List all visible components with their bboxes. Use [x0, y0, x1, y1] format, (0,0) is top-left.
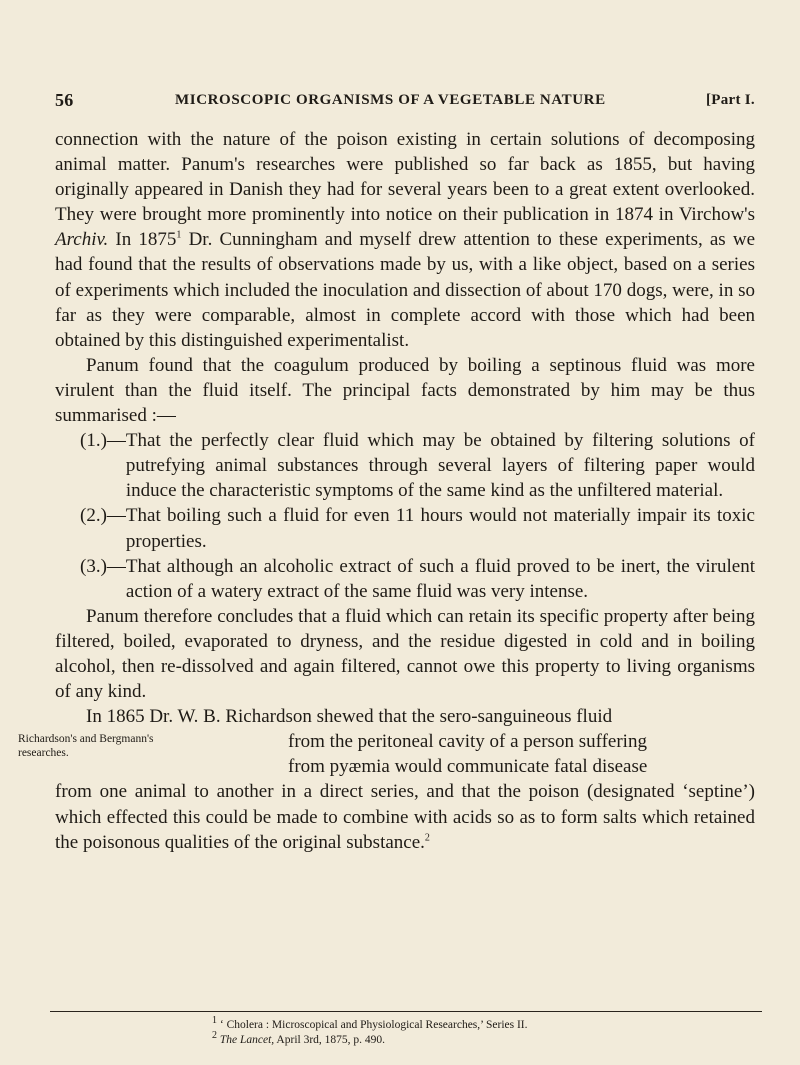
footnote-1-text: ‘ Cholera : Microscopical and Physiological Researches,’ Series II.: [219, 1019, 528, 1031]
footnote-1: [212, 1015, 752, 1033]
list-item: [80, 554, 755, 604]
paragraph-4-rest-text: from one animal to another in a direct series, and that the poison (designated ‘septine’) which effected this could be made to combine with acids so as to form salts which retained the poisonous qualities of the original substance.: [55, 781, 755, 853]
page-number: 56: [55, 90, 74, 110]
paragraph-1: [55, 127, 755, 353]
list-item-text: That the perfectly clear fluid which may be obtained by filtering solutions of putrefying animal substances through several layers of filtering paper would induce the characteristic symptoms of the same kind as the unfiltered material.: [125, 430, 755, 502]
list-item-text: That boiling such a fluid for even 11 hours would not materially impair its toxic properties.: [125, 505, 755, 552]
part-label: [Part I.: [705, 92, 755, 108]
margin-note: Richardson's and Bergmann's researches.: [18, 733, 154, 760]
paragraph-4-line-3: from pyæmia would communicate fatal disease: [288, 756, 648, 778]
running-head: MICROSCOPIC ORGANISMS OF A VEGETABLE NATURE: [175, 92, 606, 108]
footnote-ref-1: 1: [176, 230, 182, 242]
paragraph-1-text-c: Dr. Cunningham and myself drew attention to these experiments, as we had found that the results of observations made by us, with a like object, based on a series of experiments which included the inoculation and dissection of about 170 dogs, were, in so far as they were comparable, almost in complete accord with those which had been obtained by this distinguished experimentalist.: [55, 229, 756, 351]
list-item-text: That although an alcoholic extract of such a fluid proved to be inert, the virulent action of a watery extract of the same fluid was very intense.: [125, 555, 755, 602]
paragraph-4-line-1: In 1865 Dr. W. B. Richardson shewed that the sero-sanguineous fluid: [86, 706, 613, 728]
list-item-number: (3.)—: [80, 555, 126, 577]
paragraph-3: Panum therefore concludes that a fluid which can retain its specific property after being filtered, boiled, evaporated to dryness, and the residue digested in cold and in boiling alcohol, then re-dissolved and again filtered, cannot owe this property to living organisms of any kind.: [55, 605, 755, 703]
footnote-2-text: April 3rd, 1875, p. 490.: [274, 1034, 386, 1046]
footnote-2: [212, 1030, 752, 1048]
page-header: [55, 90, 755, 116]
list-item: [80, 503, 755, 553]
footnotes: [212, 1015, 752, 1048]
body-text: [18, 127, 756, 855]
paragraph-1-text-a: connection with the nature of the poison existing in certain solutions of decomposing animal matter. Panum's researches were published so far back as 1855, but having originally appeared in Danish they had for several years been to a great extent overlooked. They were brought more prominently into notice on their publication in 1874 in Virchow's: [55, 129, 755, 226]
list-item: [80, 428, 755, 503]
footnote-2-title: The Lancet,: [219, 1034, 275, 1046]
footnote-1-mark: 1: [212, 1015, 217, 1027]
list-item-number: (2.)—: [80, 505, 126, 527]
footnote-2-mark: 2: [212, 1030, 217, 1042]
list-item-number: (1.)—: [80, 430, 126, 452]
footnote-ref-2: 2: [424, 832, 430, 844]
paragraph-4-rest: [55, 779, 755, 854]
paragraph-4-line-2: from the peritoneal cavity of a person suffering: [288, 731, 647, 753]
archiv-title: Archiv.: [55, 229, 109, 251]
paragraph-1-text-b: In 1875: [108, 229, 177, 251]
footnote-rule: [50, 1011, 762, 1012]
paragraph-2: Panum found that the coagulum produced by boiling a septinous fluid was more virulent than the fluid itself. The principal facts demonstrated by him may be thus summarised :—: [55, 354, 755, 427]
sidenote-block: [18, 729, 755, 779]
